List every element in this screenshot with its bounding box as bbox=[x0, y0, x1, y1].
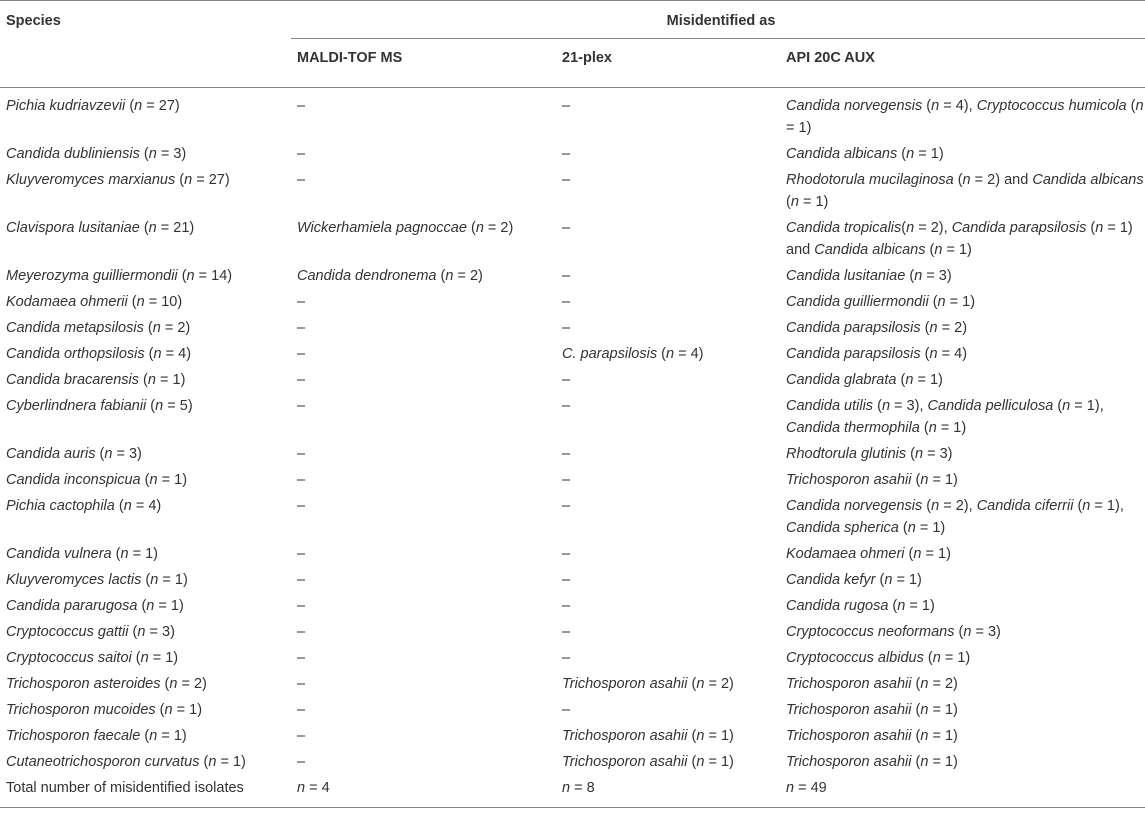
total-maldi: n = 4 bbox=[297, 780, 330, 796]
plex-cell: – bbox=[562, 294, 571, 310]
api-cell: Candida guilliermondii (n = 1) bbox=[786, 294, 976, 310]
maldi-cell: – bbox=[297, 702, 306, 718]
species-cell: Candida orthopsilosis (n = 4) bbox=[6, 346, 192, 362]
table-row bbox=[0, 367, 1145, 393]
species-cell: Candida pararugosa (n = 1) bbox=[6, 598, 184, 614]
species-cell: Candida vulnera (n = 1) bbox=[6, 546, 159, 562]
species-header: Species bbox=[6, 13, 61, 29]
maldi-cell: Wickerhamiela pagnoccae (n = 2) bbox=[297, 220, 514, 236]
species-cell: Candida inconspicua (n = 1) bbox=[6, 472, 188, 488]
table-row bbox=[0, 393, 1145, 441]
maldi-cell: – bbox=[297, 372, 306, 388]
species-cell: Candida metapsilosis (n = 2) bbox=[6, 320, 191, 336]
api-cell: Trichosporon asahii (n = 1) bbox=[786, 472, 958, 488]
plex-cell: – bbox=[562, 498, 571, 514]
species-cell: Cryptococcus saitoi (n = 1) bbox=[6, 650, 179, 666]
maldi-cell: – bbox=[297, 98, 306, 114]
api-cell: Rhodotorula mucilaginosa (n = 2) and Candida albicans (n = 1) bbox=[786, 172, 1144, 210]
maldi-cell: – bbox=[297, 598, 306, 614]
plex-cell: – bbox=[562, 702, 571, 718]
plex-header: 21-plex bbox=[562, 50, 612, 66]
species-cell: Meyerozyma guilliermondii (n = 14) bbox=[6, 268, 233, 284]
plex-cell: – bbox=[562, 650, 571, 666]
maldi-cell: – bbox=[297, 650, 306, 666]
species-cell: Cryptococcus gattii (n = 3) bbox=[6, 624, 175, 640]
maldi-cell: – bbox=[297, 398, 306, 414]
maldi-cell: – bbox=[297, 346, 306, 362]
maldi-header: MALDI-TOF MS bbox=[297, 50, 403, 66]
species-cell: Kluyveromyces lactis (n = 1) bbox=[6, 572, 188, 588]
table-row bbox=[0, 441, 1145, 467]
api-cell: Candida norvegensis (n = 2), Candida ciferrii (n = 1), Candida spherica (n = 1) bbox=[786, 498, 1124, 536]
table-row bbox=[0, 141, 1145, 167]
maldi-cell: – bbox=[297, 294, 306, 310]
misidentified-as-header: Misidentified as bbox=[291, 1, 1145, 39]
api-cell: Candida lusitaniae (n = 3) bbox=[786, 268, 952, 284]
table-row bbox=[0, 697, 1145, 723]
total-label: Total number of misidentified isolates bbox=[6, 780, 244, 796]
total-row bbox=[0, 775, 1145, 808]
api-cell: Trichosporon asahii (n = 1) bbox=[786, 702, 958, 718]
plex-cell: C. parapsilosis (n = 4) bbox=[562, 346, 704, 362]
maldi-cell: – bbox=[297, 728, 306, 744]
total-plex: n = 8 bbox=[562, 780, 595, 796]
plex-cell: – bbox=[562, 624, 571, 640]
api-cell: Rhodtorula glutinis (n = 3) bbox=[786, 446, 953, 462]
species-cell: Clavispora lusitaniae (n = 21) bbox=[6, 220, 195, 236]
maldi-cell: – bbox=[297, 172, 306, 188]
api-cell: Candida parapsilosis (n = 2) bbox=[786, 320, 968, 336]
api-cell: Kodamaea ohmeri (n = 1) bbox=[786, 546, 951, 562]
plex-cell: – bbox=[562, 398, 571, 414]
plex-cell: Trichosporon asahii (n = 2) bbox=[562, 676, 734, 692]
plex-cell: – bbox=[562, 598, 571, 614]
api-cell: Candida tropicalis(n = 2), Candida parapsilosis (n = 1) and Candida albicans (n = 1) bbox=[786, 220, 1133, 258]
api-cell: Cryptococcus albidus (n = 1) bbox=[786, 650, 971, 666]
table-row bbox=[0, 619, 1145, 645]
species-cell: Kluyveromyces marxianus (n = 27) bbox=[6, 172, 230, 188]
api-cell: Trichosporon asahii (n = 1) bbox=[786, 754, 958, 770]
maldi-cell: – bbox=[297, 546, 306, 562]
table-row bbox=[0, 215, 1145, 263]
api-cell: Candida albicans (n = 1) bbox=[786, 146, 944, 162]
plex-cell: Trichosporon asahii (n = 1) bbox=[562, 754, 734, 770]
maldi-cell: – bbox=[297, 472, 306, 488]
species-cell: Candida dubliniensis (n = 3) bbox=[6, 146, 187, 162]
maldi-cell: – bbox=[297, 624, 306, 640]
table-row bbox=[0, 749, 1145, 775]
plex-cell: – bbox=[562, 172, 571, 188]
plex-cell: – bbox=[562, 146, 571, 162]
table-row bbox=[0, 493, 1145, 541]
species-cell: Trichosporon asteroides (n = 2) bbox=[6, 676, 207, 692]
table-row bbox=[0, 88, 1145, 142]
plex-cell: – bbox=[562, 572, 571, 588]
species-cell: Cyberlindnera fabianii (n = 5) bbox=[6, 398, 193, 414]
plex-cell: – bbox=[562, 372, 571, 388]
plex-cell: – bbox=[562, 546, 571, 562]
species-cell: Pichia cactophila (n = 4) bbox=[6, 498, 162, 514]
table-row bbox=[0, 593, 1145, 619]
maldi-cell: – bbox=[297, 676, 306, 692]
api-cell: Trichosporon asahii (n = 2) bbox=[786, 676, 958, 692]
plex-cell: – bbox=[562, 446, 571, 462]
maldi-cell: Candida dendronema (n = 2) bbox=[297, 268, 483, 284]
table-row bbox=[0, 289, 1145, 315]
table-row bbox=[0, 541, 1145, 567]
species-cell: Trichosporon mucoides (n = 1) bbox=[6, 702, 203, 718]
api-cell: Candida utilis (n = 3), Candida pelliculosa (n = 1), Candida thermophila (n = 1) bbox=[786, 398, 1104, 436]
plex-cell: – bbox=[562, 268, 571, 284]
api-header: API 20C AUX bbox=[786, 50, 875, 66]
api-cell: Candida kefyr (n = 1) bbox=[786, 572, 922, 588]
plex-cell: – bbox=[562, 472, 571, 488]
species-cell: Pichia kudriavzevii (n = 27) bbox=[6, 98, 180, 114]
table-row bbox=[0, 341, 1145, 367]
maldi-cell: – bbox=[297, 754, 306, 770]
plex-cell: – bbox=[562, 98, 571, 114]
api-cell: Candida glabrata (n = 1) bbox=[786, 372, 943, 388]
api-cell: Candida norvegensis (n = 4), Cryptococcus humicola (n = 1) bbox=[786, 98, 1144, 136]
maldi-cell: – bbox=[297, 572, 306, 588]
maldi-cell: – bbox=[297, 320, 306, 336]
species-cell: Cutaneotrichosporon curvatus (n = 1) bbox=[6, 754, 246, 770]
species-cell: Candida auris (n = 3) bbox=[6, 446, 142, 462]
plex-cell: Trichosporon asahii (n = 1) bbox=[562, 728, 734, 744]
table-row bbox=[0, 263, 1145, 289]
table-row bbox=[0, 467, 1145, 493]
table-row bbox=[0, 645, 1145, 671]
maldi-cell: – bbox=[297, 498, 306, 514]
species-cell: Trichosporon faecale (n = 1) bbox=[6, 728, 187, 744]
table-row bbox=[0, 315, 1145, 341]
species-cell: Kodamaea ohmerii (n = 10) bbox=[6, 294, 183, 310]
api-cell: Trichosporon asahii (n = 1) bbox=[786, 728, 958, 744]
table-row bbox=[0, 723, 1145, 749]
maldi-cell: – bbox=[297, 146, 306, 162]
total-api: n = 49 bbox=[786, 780, 827, 796]
maldi-cell: – bbox=[297, 446, 306, 462]
species-cell: Candida bracarensis (n = 1) bbox=[6, 372, 186, 388]
table-row bbox=[0, 167, 1145, 215]
empty-header-cell bbox=[0, 39, 291, 88]
api-cell: Candida rugosa (n = 1) bbox=[786, 598, 935, 614]
table-body bbox=[0, 88, 1145, 808]
api-cell: Cryptococcus neoformans (n = 3) bbox=[786, 624, 1001, 640]
api-cell: Candida parapsilosis (n = 4) bbox=[786, 346, 968, 362]
plex-cell: – bbox=[562, 320, 571, 336]
plex-cell: – bbox=[562, 220, 571, 236]
table-row bbox=[0, 671, 1145, 697]
table-row bbox=[0, 567, 1145, 593]
